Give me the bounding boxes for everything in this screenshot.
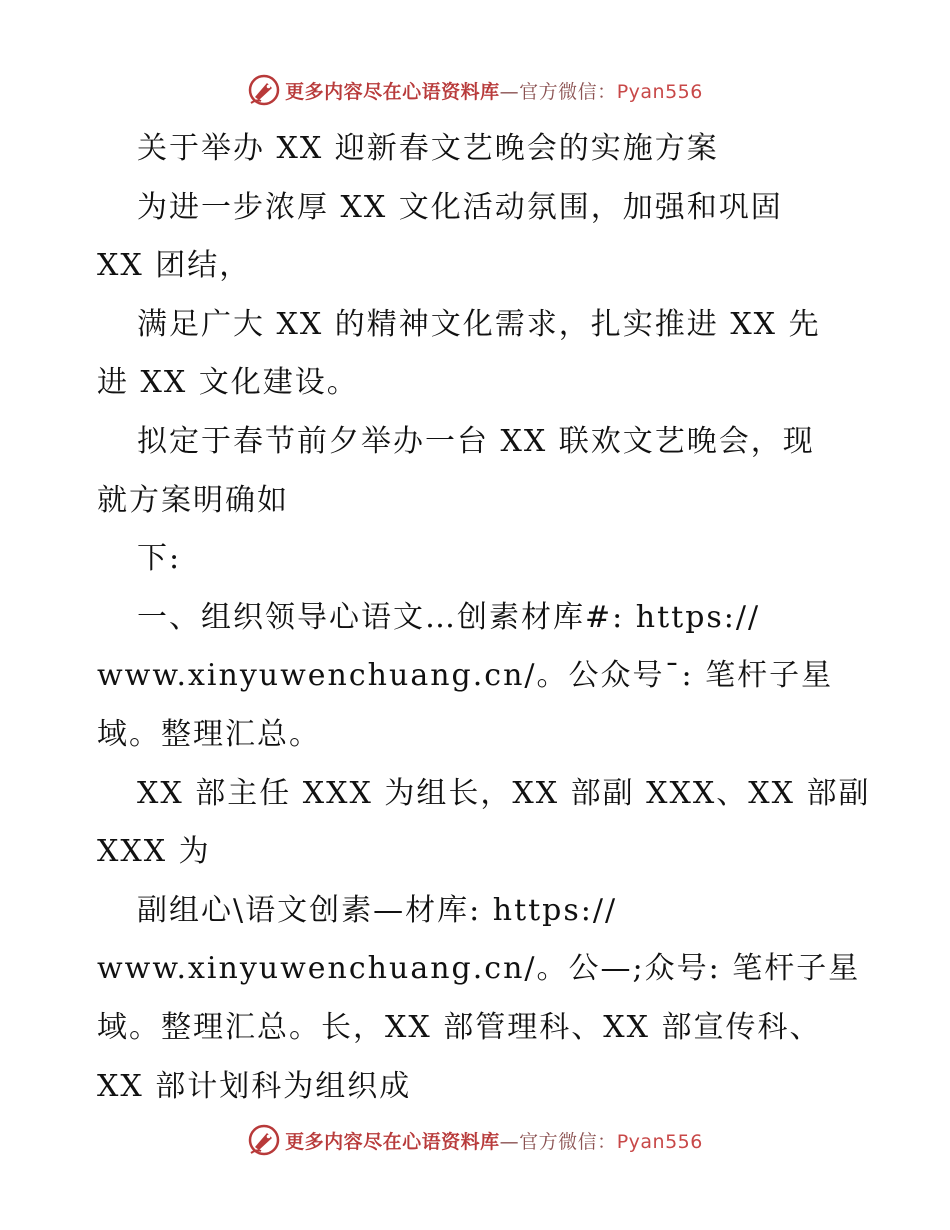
text-line: XX 团结， [97,248,252,284]
banner-official-label: —官方微信： [499,1130,617,1153]
text-line: 就方案明确如 [97,482,289,518]
banner-site-name: 更多内容尽在心语资料库 [285,1130,500,1153]
text-line: 为进一步浓厚 XX 文化活动氛围，加强和巩固 [137,189,783,225]
section-heading: 一、组织领导心语文…创素材库#: https:// [137,599,761,635]
text-line: 满足广大 XX 的精神文化需求，扎实推进 XX 先 [137,306,821,342]
pen-nib-logo-icon [247,73,281,107]
banner-official-label: —官方微信： [499,80,617,103]
header-banner [0,70,950,110]
banner-wechat-id: Pyan556 [616,1130,703,1153]
pen-nib-logo-icon [247,1123,281,1157]
text-line: 下: [137,541,182,577]
text-line: 域。整理汇总。 [97,716,321,752]
banner-wechat-id: Pyan556 [616,80,703,103]
text-line: www.xinyuwenchuang.cn/。公众号¯: 笔杆子星 [97,658,834,694]
text-line: XX 部计划科为组织成 [97,1068,412,1104]
text-line: www.xinyuwenchuang.cn/。公—;众号: 笔杆子星 [97,951,861,987]
text-line: 进 XX 文化建设。 [97,365,359,401]
text-line: 域。整理汇总。长，XX 部管理科、XX 部宣传科、 [97,1009,822,1045]
text-line: XX 部主任 XXX 为组长，XX 部副 XXX、XX 部副 [137,775,871,811]
document-body [97,120,871,1116]
footer-banner [0,1120,950,1160]
text-line: 拟定于春节前夕举办一台 XX 联欢文艺晚会，现 [137,423,815,459]
document-title: 关于举办 XX 迎新春文艺晚会的实施方案 [137,131,719,166]
text-line: 副组心\语文创素—材库: https:// [137,892,618,928]
banner-site-name: 更多内容尽在心语资料库 [285,80,500,103]
text-line: XXX 为 [97,834,211,870]
